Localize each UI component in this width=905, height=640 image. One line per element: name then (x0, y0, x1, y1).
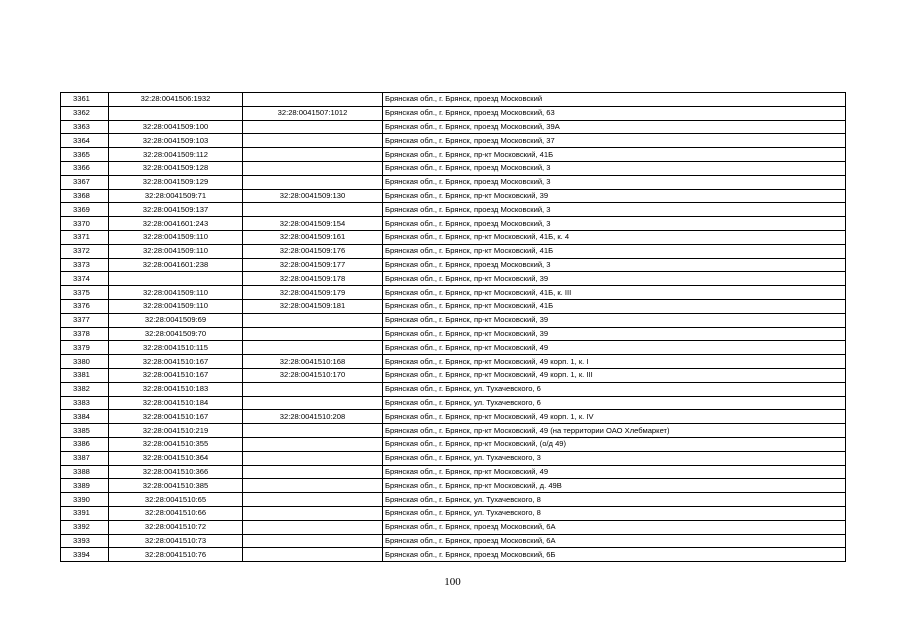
cadastral-number-cell: 32:28:0041509:71 (109, 189, 243, 203)
table-row (61, 299, 846, 313)
row-number-cell: 3393 (61, 534, 109, 548)
table-row (61, 286, 846, 300)
related-cadastral-number-cell (243, 120, 383, 134)
related-cadastral-number-cell (243, 493, 383, 507)
related-cadastral-number-cell: 32:28:0041509:181 (243, 299, 383, 313)
address-cell: Брянская обл., г. Брянск, проезд Московский, 39А (383, 120, 846, 134)
address-cell: Брянская обл., г. Брянск, пр-кт Московский, 41Б, к. III (383, 286, 846, 300)
cadastral-number-cell: 32:28:0041601:243 (109, 217, 243, 231)
address-cell: Брянская обл., г. Брянск, проезд Московский, 6А (383, 534, 846, 548)
table-row (61, 217, 846, 231)
row-number-cell: 3385 (61, 424, 109, 438)
related-cadastral-number-cell (243, 424, 383, 438)
row-number-cell: 3388 (61, 465, 109, 479)
related-cadastral-number-cell (243, 479, 383, 493)
address-cell: Брянская обл., г. Брянск, проезд Московский, 6Б (383, 548, 846, 562)
related-cadastral-number-cell (243, 161, 383, 175)
row-number-cell: 3392 (61, 520, 109, 534)
row-number-cell: 3378 (61, 327, 109, 341)
row-number-cell: 3364 (61, 134, 109, 148)
table-row (61, 272, 846, 286)
row-number-cell: 3372 (61, 244, 109, 258)
related-cadastral-number-cell (243, 148, 383, 162)
table-row (61, 148, 846, 162)
table-row (61, 189, 846, 203)
related-cadastral-number-cell: 32:28:0041509:130 (243, 189, 383, 203)
address-cell: Брянская обл., г. Брянск, проезд Московский, 3 (383, 203, 846, 217)
row-number-cell: 3382 (61, 382, 109, 396)
table-row (61, 368, 846, 382)
address-cell: Брянская обл., г. Брянск, ул. Тухачевского, 6 (383, 382, 846, 396)
related-cadastral-number-cell (243, 327, 383, 341)
cadastral-number-cell: 32:28:0041510:65 (109, 493, 243, 507)
related-cadastral-number-cell (243, 548, 383, 562)
table-row (61, 203, 846, 217)
table-row (61, 327, 846, 341)
address-cell: Брянская обл., г. Брянск, проезд Московский, 3 (383, 217, 846, 231)
table-row (61, 355, 846, 369)
related-cadastral-number-cell: 32:28:0041507:1012 (243, 106, 383, 120)
address-cell: Брянская обл., г. Брянск, пр-кт Московский, (о/д 49) (383, 437, 846, 451)
related-cadastral-number-cell (243, 465, 383, 479)
table-row (61, 534, 846, 548)
table-row (61, 424, 846, 438)
cadastral-number-cell: 32:28:0041509:110 (109, 299, 243, 313)
table-row (61, 230, 846, 244)
cadastral-number-cell: 32:28:0041509:69 (109, 313, 243, 327)
cadastral-number-cell: 32:28:0041510:115 (109, 341, 243, 355)
address-cell: Брянская обл., г. Брянск, проезд Московский, 3 (383, 161, 846, 175)
row-number-cell: 3361 (61, 93, 109, 107)
address-cell: Брянская обл., г. Брянск, ул. Тухачевского, 8 (383, 493, 846, 507)
row-number-cell: 3379 (61, 341, 109, 355)
related-cadastral-number-cell: 32:28:0041510:170 (243, 368, 383, 382)
row-number-cell: 3375 (61, 286, 109, 300)
cadastral-number-cell: 32:28:0041510:167 (109, 410, 243, 424)
cadastral-number-cell: 32:28:0041509:137 (109, 203, 243, 217)
cadastral-number-cell: 32:28:0041510:364 (109, 451, 243, 465)
table-row (61, 493, 846, 507)
related-cadastral-number-cell (243, 382, 383, 396)
address-cell: Брянская обл., г. Брянск, пр-кт Московский, 41Б (383, 244, 846, 258)
row-number-cell: 3381 (61, 368, 109, 382)
address-cell: Брянская обл., г. Брянск, ул. Тухачевского, 3 (383, 451, 846, 465)
related-cadastral-number-cell: 32:28:0041510:208 (243, 410, 383, 424)
cadastral-number-cell: 32:28:0041509:128 (109, 161, 243, 175)
cadastral-number-cell (109, 272, 243, 286)
row-number-cell: 3368 (61, 189, 109, 203)
row-number-cell: 3371 (61, 230, 109, 244)
related-cadastral-number-cell: 32:28:0041509:178 (243, 272, 383, 286)
address-cell: Брянская обл., г. Брянск, пр-кт Московский, 49 (383, 341, 846, 355)
related-cadastral-number-cell (243, 341, 383, 355)
row-number-cell: 3362 (61, 106, 109, 120)
related-cadastral-number-cell (243, 396, 383, 410)
address-cell: Брянская обл., г. Брянск, пр-кт Московский, 49 корп. 1, к. IV (383, 410, 846, 424)
address-cell: Брянская обл., г. Брянск, пр-кт Московский, 49 корп. 1, к. I (383, 355, 846, 369)
related-cadastral-number-cell (243, 520, 383, 534)
address-cell: Брянская обл., г. Брянск, пр-кт Московский, 39 (383, 313, 846, 327)
related-cadastral-number-cell (243, 534, 383, 548)
cadastral-number-cell: 32:28:0041510:366 (109, 465, 243, 479)
cadastral-number-cell: 32:28:0041510:183 (109, 382, 243, 396)
address-cell: Брянская обл., г. Брянск, пр-кт Московский, 39 (383, 327, 846, 341)
address-cell: Брянская обл., г. Брянск, ул. Тухачевского, 6 (383, 396, 846, 410)
row-number-cell: 3389 (61, 479, 109, 493)
table-row (61, 93, 846, 107)
related-cadastral-number-cell: 32:28:0041510:168 (243, 355, 383, 369)
table-row (61, 382, 846, 396)
table-row (61, 410, 846, 424)
row-number-cell: 3363 (61, 120, 109, 134)
cadastral-number-cell: 32:28:0041510:76 (109, 548, 243, 562)
related-cadastral-number-cell (243, 437, 383, 451)
related-cadastral-number-cell (243, 203, 383, 217)
cadastral-number-cell: 32:28:0041506:1932 (109, 93, 243, 107)
row-number-cell: 3391 (61, 506, 109, 520)
address-cell: Брянская обл., г. Брянск, пр-кт Московский, 39 (383, 189, 846, 203)
table-row (61, 244, 846, 258)
cadastral-number-cell: 32:28:0041510:72 (109, 520, 243, 534)
table-row (61, 161, 846, 175)
cadastral-number-cell: 32:28:0041510:219 (109, 424, 243, 438)
table-row (61, 396, 846, 410)
row-number-cell: 3370 (61, 217, 109, 231)
table-row (61, 313, 846, 327)
cadastral-number-cell (109, 106, 243, 120)
cadastral-number-cell: 32:28:0041510:66 (109, 506, 243, 520)
related-cadastral-number-cell (243, 451, 383, 465)
row-number-cell: 3367 (61, 175, 109, 189)
cadastral-number-cell: 32:28:0041510:167 (109, 355, 243, 369)
cadastral-number-cell: 32:28:0041509:110 (109, 244, 243, 258)
row-number-cell: 3366 (61, 161, 109, 175)
row-number-cell: 3384 (61, 410, 109, 424)
table-row (61, 520, 846, 534)
cadastral-number-cell: 32:28:0041509:70 (109, 327, 243, 341)
cadastral-number-cell: 32:28:0041510:73 (109, 534, 243, 548)
registry-table (60, 92, 846, 562)
row-number-cell: 3377 (61, 313, 109, 327)
registry-table-body (61, 93, 846, 562)
table-row (61, 120, 846, 134)
address-cell: Брянская обл., г. Брянск, ул. Тухачевского, 8 (383, 506, 846, 520)
cadastral-number-cell: 32:28:0041509:110 (109, 230, 243, 244)
related-cadastral-number-cell (243, 175, 383, 189)
address-cell: Брянская обл., г. Брянск, проезд Московский, 3 (383, 258, 846, 272)
table-row (61, 106, 846, 120)
address-cell: Брянская обл., г. Брянск, проезд Московский, 37 (383, 134, 846, 148)
related-cadastral-number-cell (243, 93, 383, 107)
related-cadastral-number-cell (243, 134, 383, 148)
related-cadastral-number-cell: 32:28:0041509:179 (243, 286, 383, 300)
cadastral-number-cell: 32:28:0041510:355 (109, 437, 243, 451)
address-cell: Брянская обл., г. Брянск, пр-кт Московский, 39 (383, 272, 846, 286)
cadastral-number-cell: 32:28:0041601:238 (109, 258, 243, 272)
cadastral-number-cell: 32:28:0041509:100 (109, 120, 243, 134)
address-cell: Брянская обл., г. Брянск, проезд Московский, 6А (383, 520, 846, 534)
cadastral-number-cell: 32:28:0041510:385 (109, 479, 243, 493)
row-number-cell: 3394 (61, 548, 109, 562)
address-cell: Брянская обл., г. Брянск, пр-кт Московский, 49 (383, 465, 846, 479)
row-number-cell: 3376 (61, 299, 109, 313)
table-row (61, 506, 846, 520)
address-cell: Брянская обл., г. Брянск, пр-кт Московский, 49 корп. 1, к. III (383, 368, 846, 382)
table-row (61, 451, 846, 465)
table-row (61, 134, 846, 148)
page-number: 100 (444, 576, 461, 588)
address-cell: Брянская обл., г. Брянск, пр-кт Московский, 41Б, к. 4 (383, 230, 846, 244)
row-number-cell: 3373 (61, 258, 109, 272)
related-cadastral-number-cell: 32:28:0041509:177 (243, 258, 383, 272)
address-cell: Брянская обл., г. Брянск, пр-кт Московский, д. 49В (383, 479, 846, 493)
row-number-cell: 3383 (61, 396, 109, 410)
address-cell: Брянская обл., г. Брянск, проезд Московский, 63 (383, 106, 846, 120)
table-row (61, 479, 846, 493)
related-cadastral-number-cell: 32:28:0041509:154 (243, 217, 383, 231)
table-row (61, 175, 846, 189)
related-cadastral-number-cell: 32:28:0041509:161 (243, 230, 383, 244)
cadastral-number-cell: 32:28:0041510:167 (109, 368, 243, 382)
row-number-cell: 3374 (61, 272, 109, 286)
address-cell: Брянская обл., г. Брянск, проезд Московский, 3 (383, 175, 846, 189)
row-number-cell: 3387 (61, 451, 109, 465)
row-number-cell: 3369 (61, 203, 109, 217)
row-number-cell: 3386 (61, 437, 109, 451)
related-cadastral-number-cell (243, 506, 383, 520)
table-row (61, 548, 846, 562)
related-cadastral-number-cell (243, 313, 383, 327)
cadastral-number-cell: 32:28:0041509:129 (109, 175, 243, 189)
cadastral-number-cell: 32:28:0041509:110 (109, 286, 243, 300)
address-cell: Брянская обл., г. Брянск, пр-кт Московский, 41Б (383, 299, 846, 313)
cadastral-number-cell: 32:28:0041509:103 (109, 134, 243, 148)
row-number-cell: 3380 (61, 355, 109, 369)
table-row (61, 341, 846, 355)
row-number-cell: 3365 (61, 148, 109, 162)
related-cadastral-number-cell: 32:28:0041509:176 (243, 244, 383, 258)
address-cell: Брянская обл., г. Брянск, пр-кт Московский, 41Б (383, 148, 846, 162)
cadastral-number-cell: 32:28:0041509:112 (109, 148, 243, 162)
address-cell: Брянская обл., г. Брянск, пр-кт Московский, 49 (на территории ОАО Хлебмаркет) (383, 424, 846, 438)
address-cell: Брянская обл., г. Брянск, проезд Московский (383, 93, 846, 107)
table-row (61, 258, 846, 272)
cadastral-number-cell: 32:28:0041510:184 (109, 396, 243, 410)
row-number-cell: 3390 (61, 493, 109, 507)
table-row (61, 465, 846, 479)
table-row (61, 437, 846, 451)
